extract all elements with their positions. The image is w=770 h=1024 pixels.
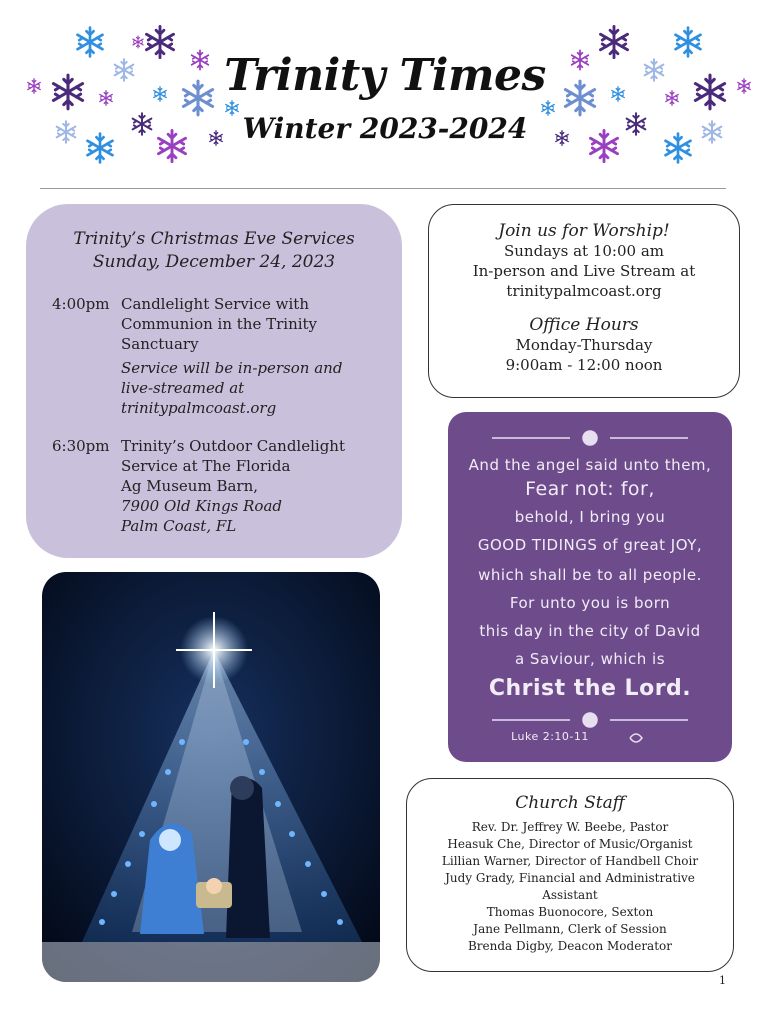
- staff-member: Rev. Dr. Jeffrey W. Beebe, Pastor: [471, 820, 669, 834]
- office-hours: 9:00am - 12:00 noon: [505, 356, 663, 374]
- verse-reference: Luke 2:10-11: [511, 730, 589, 743]
- office-days: Monday-Thursday: [515, 336, 653, 354]
- nativity-scene-image: [42, 572, 380, 982]
- snowflake-icon: [612, 87, 624, 101]
- snowflake-icon: [703, 121, 722, 143]
- snowflake-icon: [572, 50, 589, 69]
- office-hours-heading: Office Hours: [529, 315, 639, 335]
- snowflake-icon: [100, 91, 112, 105]
- christmas-eve-box: [26, 204, 402, 558]
- snowflake-icon: [627, 113, 646, 135]
- christmas-eve-title: Trinity’s Christmas Eve Services: [73, 229, 355, 249]
- snowflake-icon: [28, 79, 40, 93]
- staff-member: Thomas Buonocore, Sexton: [486, 905, 654, 919]
- service-line: Ag Museum Barn,: [121, 477, 259, 495]
- snowflake-icon: [88, 134, 113, 163]
- service-address: 7900 Old Kings Road: [121, 497, 283, 515]
- service-line: Sanctuary: [121, 335, 199, 353]
- snowflake-icon: [53, 75, 82, 109]
- snowflake-icon: [666, 134, 691, 163]
- staff-member: Lillian Warner, Director of Handbell Choir: [441, 854, 699, 868]
- worship-time: Sundays at 10:00 am: [504, 242, 664, 260]
- service-time: 4:00pm: [52, 295, 110, 313]
- snowflake-icon: [590, 130, 617, 161]
- service-630pm: [52, 436, 392, 546]
- worship-info-box: [428, 204, 740, 398]
- scripture-verse-card: [448, 412, 732, 762]
- snowflake-icon: [695, 75, 724, 109]
- service-description: [121, 294, 391, 418]
- snowflake-icon: [133, 36, 143, 48]
- snowflake-icon: [154, 87, 166, 101]
- snowflake-icon: [738, 79, 750, 93]
- snowflake-icon: [666, 91, 678, 105]
- verse-line: Christ the Lord.: [488, 676, 692, 701]
- snowflake-icon: [115, 59, 134, 81]
- newsletter-subtitle: Winter 2023-2024: [242, 112, 528, 145]
- snowflake-icon: [645, 59, 664, 81]
- service-note: live-streamed at: [121, 379, 245, 397]
- verse-line: GOOD TIDINGS of great JOY,: [477, 536, 703, 554]
- snowflake-icon: [158, 130, 185, 161]
- church-staff-box: [406, 778, 734, 972]
- verse-line: a Saviour, which is: [514, 650, 666, 668]
- service-note: trinitypalmcoast.org: [121, 399, 277, 417]
- verse-line: Fear not: for,: [525, 478, 655, 500]
- service-description: [121, 436, 391, 536]
- snowflake-icon: [146, 26, 173, 57]
- snowflake-icon: [78, 28, 103, 57]
- staff-member: Brenda Digby, Deacon Moderator: [467, 939, 672, 953]
- service-address: Palm Coast, FL: [121, 517, 237, 535]
- snowflake-icon: [676, 28, 701, 57]
- snowflake-icon: [600, 26, 627, 57]
- verse-line: which shall be to all people.: [478, 566, 702, 584]
- snowflake-icon: [133, 113, 152, 135]
- staff-member: Heasuk Che, Director of Music/Organist: [447, 837, 693, 851]
- worship-format: In-person and Live Stream at: [472, 262, 696, 280]
- service-time: 6:30pm: [52, 437, 110, 455]
- snowflake-icon: [57, 121, 76, 143]
- nativity-illustration: [42, 572, 380, 982]
- verse-line: this day in the city of David: [479, 622, 701, 640]
- verse-line: behold, I bring you: [514, 508, 666, 526]
- service-note: Service will be in-person and: [121, 359, 343, 377]
- staff-member: Jane Pellmann, Clerk of Session: [473, 922, 667, 936]
- staff-heading: Church Staff: [515, 793, 625, 813]
- service-line: Trinity’s Outdoor Candlelight: [121, 437, 345, 455]
- service-line: Communion in the Trinity: [121, 315, 318, 333]
- verse-line: And the angel said unto them,: [468, 456, 712, 474]
- staff-member: Assistant: [542, 888, 598, 902]
- flower-ornament-icon: [583, 713, 597, 727]
- service-line: Service at The Florida: [121, 457, 291, 475]
- worship-heading: Join us for Worship!: [498, 221, 670, 241]
- verse-line: For unto you is born: [509, 594, 671, 612]
- christmas-eve-date: Sunday, December 24, 2023: [92, 252, 336, 272]
- page-number: 1: [719, 974, 726, 987]
- service-4pm: [52, 294, 392, 424]
- christmas-eve-heading: [26, 228, 402, 274]
- service-line: Candlelight Service with: [121, 295, 309, 313]
- newsletter-title: Trinity Times: [224, 50, 546, 101]
- worship-website-link[interactable]: trinitypalmcoast.org: [506, 282, 662, 300]
- staff-member: Judy Grady, Financial and Administrative: [445, 871, 695, 885]
- header-divider: [40, 188, 726, 189]
- flower-ornament-icon: [583, 431, 597, 445]
